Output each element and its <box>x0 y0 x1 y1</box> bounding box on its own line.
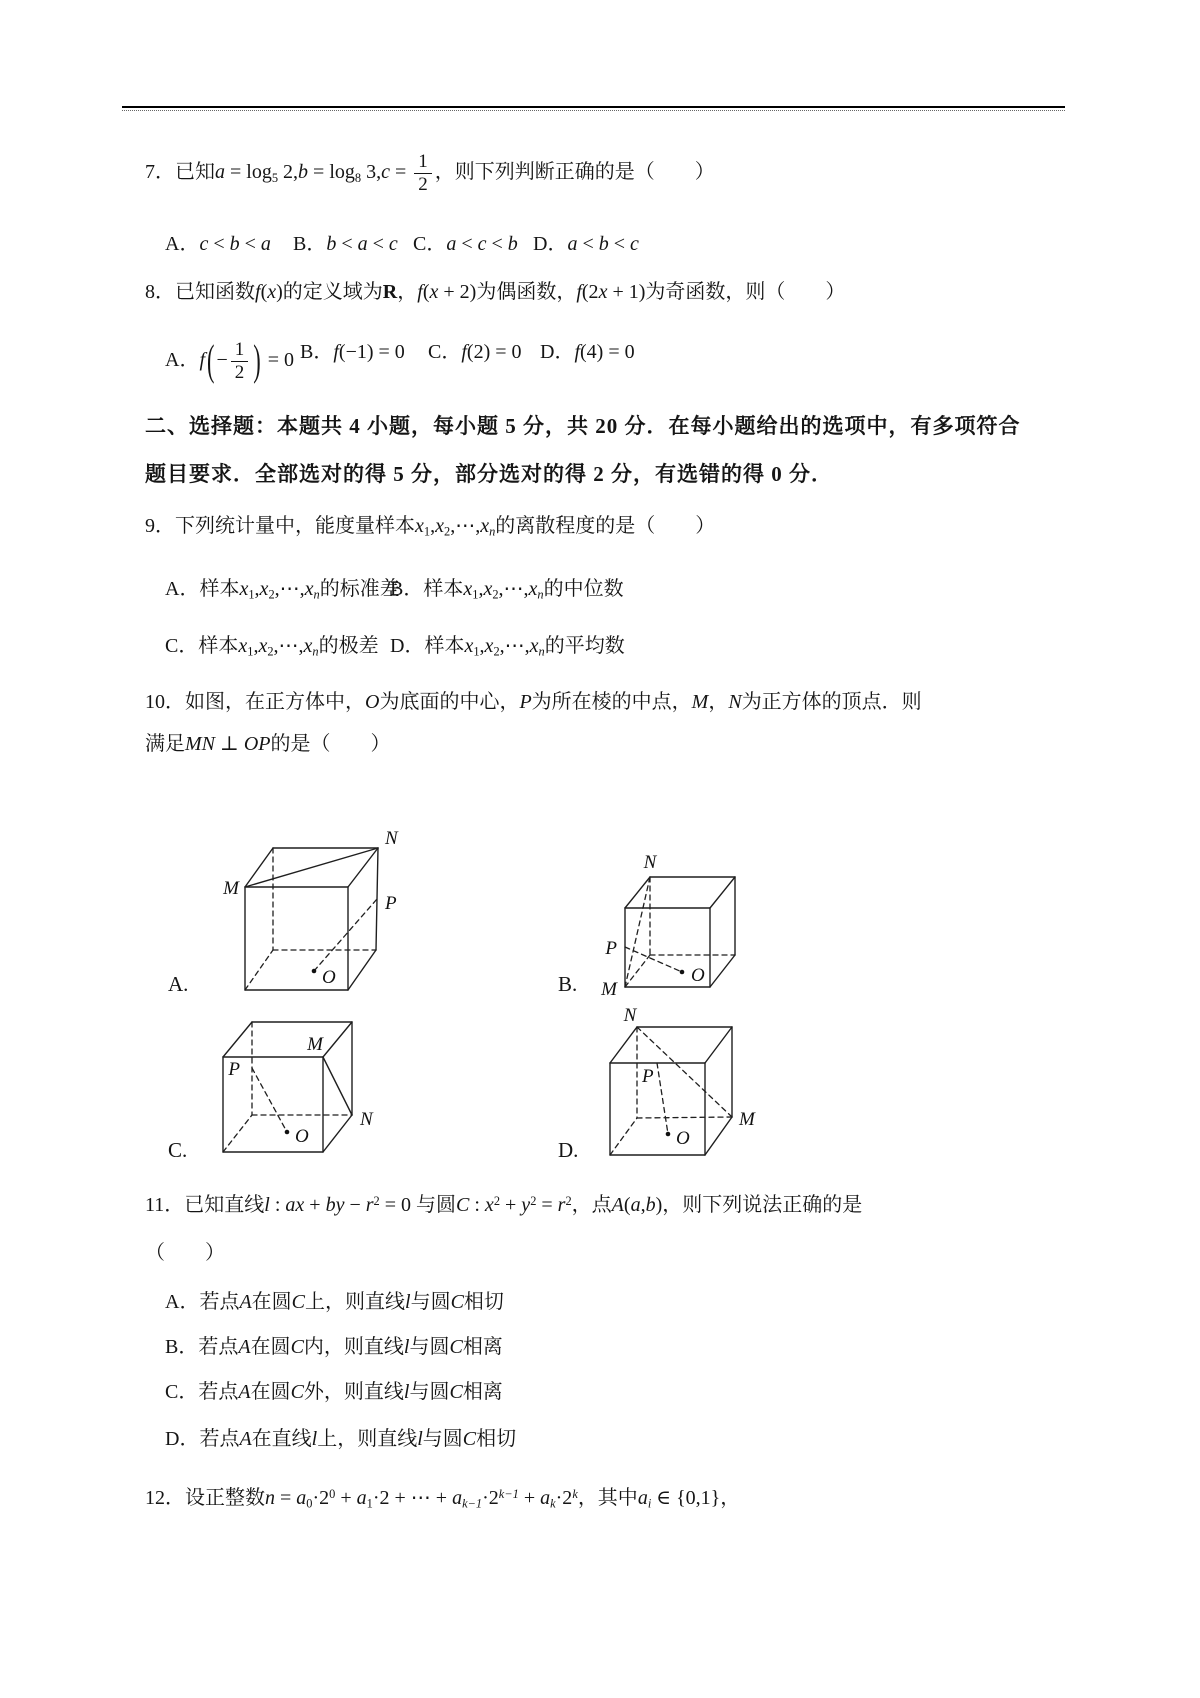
text-segment: 在圆 <box>250 1336 291 1358</box>
text-segment: ·2 <box>482 1487 499 1509</box>
text-segment: 11．已知直线 <box>145 1194 265 1216</box>
fraction-numerator: 1 <box>231 340 249 362</box>
text-segment: , <box>253 635 259 657</box>
text-segment: n <box>265 1487 275 1509</box>
text-segment: x <box>598 281 608 303</box>
text-segment: l <box>264 1194 270 1216</box>
text-segment: x <box>484 1194 494 1216</box>
text-segment: A <box>238 1336 251 1358</box>
q8-option-d <box>540 340 635 365</box>
text-segment: x <box>267 281 277 303</box>
fraction-denominator: 2 <box>234 361 245 383</box>
text-segment: 与圆 <box>410 1291 451 1313</box>
text-segment: N <box>728 691 742 713</box>
text-segment: 为偶函数， <box>476 281 577 303</box>
text-segment: 1 <box>473 644 480 659</box>
text-segment: 为底面的中心， <box>379 691 520 713</box>
text-segment: 外，则直线 <box>303 1381 404 1403</box>
text-segment: ( <box>207 336 215 385</box>
text-segment: 5 <box>271 170 279 185</box>
text-segment: ·2 <box>312 1487 330 1509</box>
fraction-denominator: 2 <box>418 173 428 195</box>
text-segment: A．样本 <box>165 578 240 600</box>
text-segment: a <box>260 233 271 255</box>
text-segment: C <box>291 1291 306 1313</box>
text-segment: r <box>365 1194 374 1216</box>
text-segment: x <box>239 578 249 600</box>
text-segment: 与圆 <box>409 1381 450 1403</box>
section-2-header-line1: 二、选择题：本题共 4 小题，每小题 5 分，共 20 分．在每小题给出的选项中，有多项符合 <box>145 414 1021 438</box>
text-segment: 的标准差 <box>319 578 400 600</box>
text-segment: b <box>326 233 337 255</box>
figure-c-tag: C. <box>168 1138 188 1162</box>
text-segment: ) <box>253 336 261 385</box>
question-9-stem <box>145 514 715 540</box>
text-segment: n <box>313 587 320 602</box>
text-segment: A <box>239 1428 252 1450</box>
question-10-stem-line1 <box>145 690 922 715</box>
text-segment: 上，则直线 <box>317 1428 418 1450</box>
vertex-label-n: N <box>643 852 657 873</box>
text-segment: ) <box>276 281 283 303</box>
question-8-stem <box>145 280 845 305</box>
text-segment: ( <box>623 1194 631 1216</box>
text-segment: 2, <box>278 161 299 184</box>
text-segment: 的定义域为 <box>282 281 383 303</box>
q9-option-c <box>165 634 379 660</box>
text-segment: ，其中 <box>577 1487 638 1509</box>
q11-option-a <box>165 1290 504 1315</box>
text-segment: P <box>519 691 532 713</box>
text-segment: f <box>461 341 467 363</box>
q8-option-c <box>428 340 522 365</box>
text-segment: l <box>311 1428 318 1450</box>
text-segment: A． <box>165 349 200 372</box>
vertex-label-o: O <box>295 1126 309 1147</box>
text-segment: 相离 <box>462 1381 503 1403</box>
cube-figure-a <box>183 768 423 1003</box>
text-segment: : <box>469 1194 485 1216</box>
text-segment: a <box>356 1487 367 1509</box>
text-segment: ax <box>285 1194 305 1216</box>
text-segment: c <box>630 233 639 255</box>
text-segment: c <box>388 233 398 255</box>
text-segment: M <box>691 691 709 713</box>
text-segment: n <box>538 644 545 659</box>
text-segment: 8 <box>354 170 362 185</box>
text-segment: + <box>304 1194 326 1216</box>
q9-option-b <box>390 577 624 603</box>
point-o-dot <box>312 969 317 974</box>
text-segment: O <box>365 691 380 713</box>
text-segment: ·2 <box>555 1487 573 1509</box>
text-segment: b <box>298 161 309 184</box>
text-segment: l <box>405 1291 411 1313</box>
text-segment: OP <box>243 733 271 755</box>
text-segment: n <box>489 524 496 539</box>
text-segment: + 2) <box>438 281 477 303</box>
text-segment: = log <box>225 161 272 184</box>
text-segment: A <box>239 1291 252 1313</box>
text-segment: B． <box>300 341 334 363</box>
text-segment: (−1) = 0 <box>338 341 405 363</box>
text-segment: B． <box>293 233 327 255</box>
figure-b-tag: B. <box>558 972 578 996</box>
text-segment: 1 <box>248 587 255 602</box>
text-segment: 内，则直线 <box>303 1336 404 1358</box>
text-segment: − <box>344 1194 366 1216</box>
text-segment: C． <box>413 233 447 255</box>
text-segment: ,⋯, <box>273 635 304 657</box>
text-segment: 2 <box>443 524 451 539</box>
vertex-label-m: M <box>601 979 617 1000</box>
text-segment: x <box>303 635 313 657</box>
text-segment: 相切 <box>476 1428 517 1450</box>
text-segment: a <box>296 1487 307 1509</box>
question-11-stem-line2 <box>145 1241 225 1266</box>
text-segment: l <box>403 1381 410 1403</box>
cube-figure-b <box>553 848 768 1008</box>
text-segment: 与圆 <box>409 1336 450 1358</box>
text-segment: k−1 <box>462 1496 483 1511</box>
text-segment: , <box>478 578 484 600</box>
text-segment: D．若点 <box>165 1428 240 1450</box>
text-segment: ⊥ <box>215 733 244 755</box>
q11-option-d <box>165 1427 516 1452</box>
question-12-stem <box>145 1486 740 1512</box>
text-segment: ，则下列判断正确的是（ ） <box>434 161 715 184</box>
text-segment: + <box>500 1194 522 1216</box>
text-segment: b <box>645 1194 656 1216</box>
text-segment: x <box>528 578 538 600</box>
text-segment: x <box>480 515 490 537</box>
text-segment: c <box>477 233 487 255</box>
text-segment: a <box>567 233 578 255</box>
text-segment: ( <box>260 281 268 303</box>
text-segment: 的离散程度的是（ ） <box>495 515 716 537</box>
text-segment: < <box>486 233 508 255</box>
text-segment: 10．如图，在正方体中， <box>145 691 365 713</box>
text-segment: 1 <box>472 587 479 602</box>
text-segment: C．若点 <box>165 1381 239 1403</box>
text-segment: a <box>215 161 225 184</box>
text-segment: 12．设正整数 <box>145 1487 265 1509</box>
text-segment: = <box>275 1487 297 1509</box>
text-segment: ,⋯, <box>498 578 529 600</box>
vertex-label-n: N <box>623 1005 637 1026</box>
q7-option-b <box>293 232 398 257</box>
text-segment: D． <box>540 341 575 363</box>
point-o-dot <box>285 1130 290 1135</box>
q9-option-a <box>165 577 400 603</box>
point-o-dot <box>680 970 685 975</box>
text-segment: ，则下列说法正确的是 <box>662 1194 863 1216</box>
text-segment: y <box>521 1194 531 1216</box>
vertex-label-m: M <box>223 878 239 899</box>
text-segment: ·2 + ⋯ + <box>372 1487 453 1509</box>
vertex-label-o: O <box>676 1128 690 1149</box>
vertex-label-n: N <box>385 828 398 849</box>
text-segment: (4) = 0 <box>580 341 635 363</box>
text-segment: ,⋯, <box>450 515 481 537</box>
text-segment: 1 <box>247 644 254 659</box>
text-segment: A．若点 <box>165 1291 240 1313</box>
text-segment: x <box>483 578 493 600</box>
text-segment: 的是（ ） <box>270 733 391 755</box>
text-segment: l <box>417 1428 423 1450</box>
text-segment: k−1 <box>498 1486 519 1501</box>
text-segment: f <box>199 349 206 372</box>
text-segment: k <box>550 1496 556 1511</box>
text-segment: 的极差 <box>318 635 379 657</box>
text-segment: 2 <box>373 1193 380 1208</box>
text-segment: C <box>456 1194 470 1216</box>
text-segment: 2 <box>267 644 274 659</box>
text-segment: ( <box>422 281 430 303</box>
figure-a-tag: A. <box>168 972 189 996</box>
text-segment: 0 <box>306 1496 313 1511</box>
text-segment: = <box>389 161 412 184</box>
text-segment: C <box>290 1336 304 1358</box>
text-segment: R <box>382 281 398 303</box>
vertex-label-p: P <box>228 1059 240 1080</box>
cube-figure-d <box>558 1005 773 1180</box>
text-segment: 2 <box>565 1193 572 1208</box>
q8-option-b <box>300 340 405 365</box>
text-segment: B．样本 <box>390 578 464 600</box>
text-segment: k <box>572 1486 578 1501</box>
text-segment: l <box>403 1336 410 1358</box>
question-10-stem-line2 <box>145 732 390 757</box>
header-rule <box>122 106 1065 111</box>
text-segment: < <box>608 233 631 255</box>
text-segment: C．样本 <box>165 635 239 657</box>
text-segment: x <box>429 281 439 303</box>
text-segment: 2 <box>492 587 499 602</box>
fraction <box>231 340 249 383</box>
segment-mn <box>323 1057 352 1115</box>
text-segment: = log <box>308 161 355 184</box>
text-segment: C <box>450 1291 464 1313</box>
text-segment: < <box>336 233 358 255</box>
text-segment: n <box>537 587 544 602</box>
text-segment: a <box>637 1487 648 1509</box>
text-segment: c <box>199 233 209 255</box>
q9-option-d <box>390 634 625 660</box>
text-segment: A <box>611 1194 624 1216</box>
text-segment: x <box>259 578 269 600</box>
text-segment: x <box>435 515 444 537</box>
text-segment: 2 <box>530 1193 537 1208</box>
text-segment: 在圆 <box>251 1291 292 1313</box>
text-segment: a <box>446 233 457 255</box>
text-segment: ) <box>655 1194 663 1216</box>
vertex-label-p: P <box>605 938 617 959</box>
text-segment: 2 <box>493 1193 501 1208</box>
q11-option-c <box>165 1380 503 1405</box>
text-segment: D． <box>533 233 568 255</box>
text-segment: a <box>540 1487 551 1509</box>
text-segment: b <box>598 233 609 255</box>
point-o-dot <box>666 1132 671 1137</box>
segment-op <box>657 1063 668 1134</box>
question-11-stem-line1 <box>145 1193 862 1218</box>
text-segment: （ ） <box>145 1242 225 1264</box>
text-segment: a <box>630 1194 641 1216</box>
text-segment: ，点 <box>571 1194 612 1216</box>
text-segment: (2) = 0 <box>466 341 522 363</box>
text-segment: x <box>484 635 494 657</box>
text-segment: 为奇函数，则（ ） <box>645 281 846 303</box>
segment-op <box>314 899 377 971</box>
text-segment: r <box>557 1194 566 1216</box>
vertex-label-p: P <box>385 893 397 914</box>
q7-option-d <box>533 232 639 257</box>
figure-d-tag: D. <box>558 1138 579 1162</box>
text-segment: f <box>576 281 582 303</box>
text-segment: ∈ {0,1}， <box>651 1487 741 1509</box>
text-segment: f <box>574 341 581 363</box>
text-segment: ,⋯, <box>499 635 530 657</box>
text-segment: f <box>255 281 261 303</box>
text-segment: , <box>430 515 436 537</box>
text-segment: < <box>208 233 230 255</box>
text-segment: + <box>335 1487 357 1509</box>
text-segment: 上，则直线 <box>305 1291 406 1313</box>
vertex-label-m: M <box>307 1034 323 1055</box>
text-segment: + <box>518 1487 541 1509</box>
cube-figure-c <box>183 1013 398 1183</box>
text-segment: b <box>507 233 518 255</box>
text-segment: − <box>216 349 228 372</box>
fraction <box>414 152 432 195</box>
text-segment: 相离 <box>462 1336 503 1358</box>
text-segment: x <box>415 515 424 537</box>
text-segment: < <box>577 233 599 255</box>
text-segment: 的平均数 <box>544 635 625 657</box>
vertex-label-m: M <box>739 1109 755 1130</box>
q8-option-a <box>165 336 295 385</box>
text-segment: 0 <box>329 1486 336 1501</box>
text-segment: ,⋯, <box>274 578 305 600</box>
vertex-label-o: O <box>691 965 705 986</box>
text-segment: x <box>238 635 248 657</box>
q7-option-a <box>165 232 271 257</box>
text-segment: 7．已知 <box>145 161 215 184</box>
text-segment: 为正方体的顶点．则 <box>741 691 922 713</box>
segment-op <box>625 947 682 972</box>
vertex-label-n: N <box>360 1109 373 1130</box>
text-segment: C． <box>428 341 462 363</box>
text-segment: 在直线 <box>251 1428 312 1450</box>
vertex-label-o: O <box>322 967 336 988</box>
text-segment: 1 <box>423 524 431 539</box>
text-segment: x <box>463 578 473 600</box>
text-segment: x <box>464 635 474 657</box>
text-segment: = 0 与圆 <box>379 1194 457 1216</box>
text-segment: 的中位数 <box>543 578 624 600</box>
text-segment: f <box>417 281 423 303</box>
text-segment: 9．下列统计量中，能度量样本 <box>145 515 415 537</box>
q7-option-c <box>413 232 518 257</box>
text-segment: f <box>333 341 339 363</box>
text-segment: C <box>290 1381 304 1403</box>
text-segment: , <box>640 1194 646 1216</box>
text-segment: A． <box>165 233 200 255</box>
text-segment: < <box>456 233 478 255</box>
text-segment: 与圆 <box>422 1428 463 1450</box>
text-segment: i <box>647 1496 652 1511</box>
text-segment: C <box>462 1428 477 1450</box>
text-segment: A <box>238 1381 251 1403</box>
text-segment: + 1) <box>607 281 646 303</box>
text-segment: a <box>357 233 368 255</box>
text-segment: x <box>258 635 268 657</box>
text-segment: D．样本 <box>390 635 465 657</box>
text-segment: x <box>304 578 314 600</box>
text-segment: 3, <box>361 161 382 184</box>
text-segment: 1 <box>366 1496 373 1511</box>
text-segment: C <box>449 1381 463 1403</box>
text-segment: 满足 <box>145 733 185 755</box>
text-segment: B．若点 <box>165 1336 239 1358</box>
segment-op <box>252 1068 287 1132</box>
text-segment: MN <box>185 733 215 755</box>
text-segment: 8．已知函数 <box>145 281 255 303</box>
text-segment: = <box>536 1194 558 1216</box>
text-segment: = 0 <box>262 349 295 372</box>
text-segment: 在圆 <box>250 1381 291 1403</box>
text-segment: a <box>452 1487 463 1509</box>
text-segment: , <box>254 578 260 600</box>
q11-option-b <box>165 1335 503 1360</box>
text-segment: < <box>239 233 261 255</box>
text-segment: : <box>269 1194 286 1216</box>
text-segment: c <box>381 161 390 184</box>
text-segment: (2 <box>581 281 599 303</box>
text-segment: ， <box>708 691 729 713</box>
text-segment: x <box>529 635 539 657</box>
text-segment: C <box>449 1336 463 1358</box>
text-segment: 相切 <box>463 1291 504 1313</box>
text-segment: by <box>325 1194 345 1216</box>
text-segment: < <box>367 233 389 255</box>
text-segment: b <box>229 233 240 255</box>
text-segment: 2 <box>268 587 275 602</box>
fraction-numerator: 1 <box>414 152 432 174</box>
text-segment: 为所在棱的中点， <box>531 691 692 713</box>
question-7-stem <box>145 152 715 195</box>
text-segment: , <box>479 635 485 657</box>
segment-mn <box>245 848 378 887</box>
text-segment: 2 <box>493 644 500 659</box>
vertex-label-p: P <box>642 1066 654 1087</box>
section-2-header-line2: 题目要求．全部选对的得 5 分，部分选对的得 2 分，有选错的得 0 分． <box>145 462 833 486</box>
text-segment: ， <box>397 281 418 303</box>
text-segment: n <box>312 644 319 659</box>
